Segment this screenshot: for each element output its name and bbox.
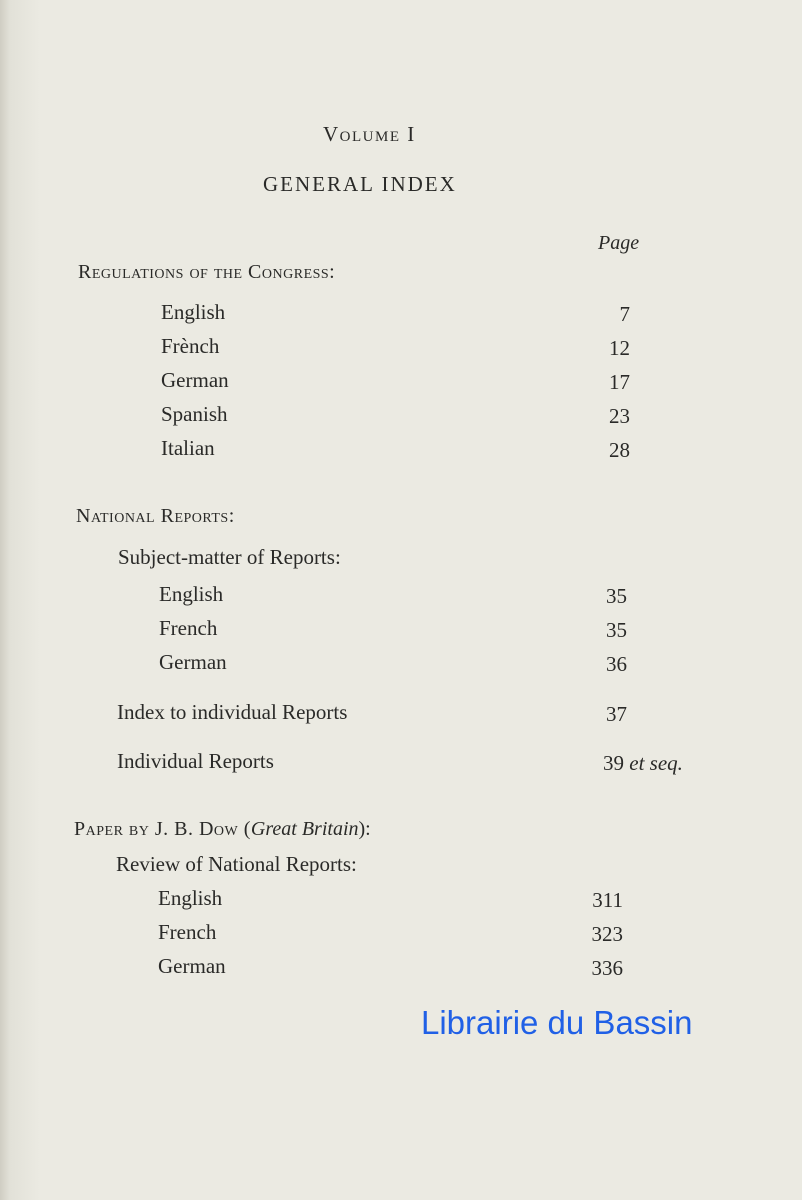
sub-heading-subject-matter: Subject-matter of Reports: [118, 545, 341, 569]
index-entry-page: 37 [606, 702, 627, 726]
index-entry-label: French [158, 920, 217, 944]
index-entry-page: 336 [591, 956, 623, 980]
index-entry-page: 28 [609, 438, 630, 462]
index-entry-page: 7 [619, 302, 630, 326]
index-entry-page: 311 [592, 888, 623, 912]
index-entry-label: Frènch [161, 334, 220, 358]
index-entry-page: 323 [591, 922, 623, 946]
index-entry-page: 36 [606, 652, 627, 676]
index-entry-label: German [161, 368, 229, 392]
watermark: Librairie du Bassin [421, 1004, 693, 1041]
index-entry-label: English [161, 300, 226, 324]
page-suffix: et seq. [629, 751, 683, 775]
section-heading-regulations: Regulations of the Congress: [78, 261, 336, 283]
index-entry-page [603, 751, 683, 776]
index-entry-label: Index to individual Reports [117, 700, 348, 724]
index-entry-page: 12 [609, 336, 630, 360]
index-entry-label: English [158, 886, 223, 910]
index-entry-label: Individual Reports [117, 749, 274, 773]
heading-suffix: ): [358, 818, 371, 840]
index-entry-label: German [159, 650, 227, 674]
index-entry-page: 35 [606, 584, 627, 608]
index-entry-page: 17 [609, 370, 630, 394]
index-entry-page: 23 [609, 404, 630, 428]
page-title: GENERAL INDEX [263, 172, 457, 196]
heading-prefix: Paper by J. B. Dow ( [74, 818, 251, 840]
section-heading-paper [74, 818, 371, 841]
section-heading-national-reports: National Reports: [76, 505, 235, 527]
volume-heading: Volume I [323, 122, 416, 146]
index-entry-label: French [159, 616, 218, 640]
index-entry-page: 35 [606, 618, 627, 642]
index-entry-label: German [158, 954, 226, 978]
page-column-label: Page [598, 232, 640, 254]
index-entry-label: English [159, 582, 224, 606]
page-number: 39 [603, 751, 624, 775]
index-entry-label: Spanish [161, 402, 228, 426]
index-entry-label: Italian [161, 436, 215, 460]
sub-heading-review: Review of National Reports: [116, 852, 357, 876]
heading-italic: Great Britain [250, 818, 359, 840]
